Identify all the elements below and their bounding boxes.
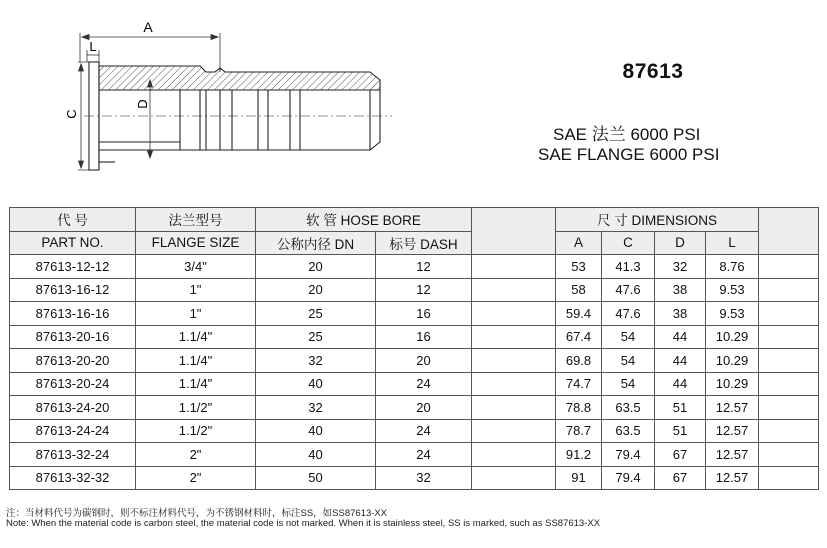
cell-blank bbox=[472, 255, 556, 279]
cell-d: 67 bbox=[655, 466, 706, 490]
cell-c: 79.4 bbox=[602, 466, 655, 490]
cell-dn: 25 bbox=[256, 302, 376, 326]
cell-l: 10.29 bbox=[706, 325, 759, 349]
cell-d: 51 bbox=[655, 419, 706, 443]
cell-c: 47.6 bbox=[602, 278, 655, 302]
cell-a: 78.7 bbox=[556, 419, 602, 443]
cell-part: 87613-16-16 bbox=[10, 302, 136, 326]
header-dash: 标号 DASH bbox=[376, 231, 472, 255]
cell-c: 63.5 bbox=[602, 396, 655, 420]
cell-l: 12.57 bbox=[706, 419, 759, 443]
cell-blank bbox=[472, 278, 556, 302]
cell-flange: 1.1/2" bbox=[136, 396, 256, 420]
cell-dash: 20 bbox=[376, 349, 472, 373]
specification-table bbox=[9, 207, 819, 490]
cell-dn: 32 bbox=[256, 349, 376, 373]
cell-dash: 24 bbox=[376, 372, 472, 396]
cell-a: 91 bbox=[556, 466, 602, 490]
cell-d: 44 bbox=[655, 325, 706, 349]
table-row bbox=[10, 349, 819, 373]
cell-l: 9.53 bbox=[706, 302, 759, 326]
header-blank-right bbox=[759, 208, 819, 255]
cell-blank bbox=[472, 302, 556, 326]
cell-c: 54 bbox=[602, 325, 655, 349]
cell-dash: 24 bbox=[376, 443, 472, 467]
cell-flange: 1.1/4" bbox=[136, 349, 256, 373]
cell-l: 10.29 bbox=[706, 349, 759, 373]
cell-part: 87613-12-12 bbox=[10, 255, 136, 279]
table-row bbox=[10, 443, 819, 467]
fitting-drawing bbox=[0, 0, 420, 200]
cell-flange: 1.1/2" bbox=[136, 419, 256, 443]
cell-l: 9.53 bbox=[706, 278, 759, 302]
cell-blank bbox=[472, 466, 556, 490]
dimension-d bbox=[148, 80, 153, 158]
table-row bbox=[10, 278, 819, 302]
header-hose-bore: 软 管 HOSE BORE bbox=[256, 208, 472, 232]
cell-d: 67 bbox=[655, 443, 706, 467]
cell-l: 10.29 bbox=[706, 372, 759, 396]
cell-a: 78.8 bbox=[556, 396, 602, 420]
header-flange-cn: 法兰型号 bbox=[136, 208, 256, 232]
cell-d: 38 bbox=[655, 278, 706, 302]
cell-flange: 1" bbox=[136, 302, 256, 326]
cell-dash: 20 bbox=[376, 396, 472, 420]
header-flange-size: FLANGE SIZE bbox=[136, 231, 256, 255]
cell-blank bbox=[759, 349, 819, 373]
cell-dn: 25 bbox=[256, 325, 376, 349]
cell-dn: 40 bbox=[256, 419, 376, 443]
cell-flange: 3/4" bbox=[136, 255, 256, 279]
cell-d: 51 bbox=[655, 396, 706, 420]
cell-dn: 40 bbox=[256, 372, 376, 396]
cell-blank bbox=[472, 325, 556, 349]
cell-a: 67.4 bbox=[556, 325, 602, 349]
cell-a: 91.2 bbox=[556, 443, 602, 467]
note-chinese: 注：当材料代号为碳钢时，则不标注材料代号，为不锈钢材料时，标注SS，如SS87613-XX bbox=[6, 508, 388, 519]
cell-part: 87613-20-16 bbox=[10, 325, 136, 349]
table-row bbox=[10, 255, 819, 279]
cell-blank bbox=[472, 396, 556, 420]
cell-part: 87613-20-24 bbox=[10, 372, 136, 396]
header-d: D bbox=[655, 231, 706, 255]
header-row-2 bbox=[10, 231, 819, 255]
cell-c: 63.5 bbox=[602, 419, 655, 443]
cell-blank bbox=[472, 419, 556, 443]
cell-blank bbox=[759, 325, 819, 349]
cell-dash: 12 bbox=[376, 278, 472, 302]
cell-a: 69.8 bbox=[556, 349, 602, 373]
cell-dash: 16 bbox=[376, 302, 472, 326]
header-dimensions: 尺 寸 DIMENSIONS bbox=[556, 208, 759, 232]
cell-flange: 2" bbox=[136, 466, 256, 490]
cell-blank bbox=[759, 443, 819, 467]
header-row-1 bbox=[10, 208, 819, 232]
cell-flange: 2" bbox=[136, 443, 256, 467]
header-dn: 公称内径 DN bbox=[256, 231, 376, 255]
cell-l: 12.57 bbox=[706, 443, 759, 467]
standard-chinese: SAE 法兰 6000 PSI bbox=[553, 125, 701, 144]
cell-blank bbox=[472, 443, 556, 467]
cell-part: 87613-32-24 bbox=[10, 443, 136, 467]
cell-part: 87613-24-24 bbox=[10, 419, 136, 443]
cell-l: 12.57 bbox=[706, 466, 759, 490]
cell-a: 58 bbox=[556, 278, 602, 302]
dimension-c-label: C bbox=[64, 109, 79, 119]
cell-a: 74.7 bbox=[556, 372, 602, 396]
cell-d: 44 bbox=[655, 349, 706, 373]
cell-c: 47.6 bbox=[602, 302, 655, 326]
dimension-d-label: D bbox=[135, 99, 150, 109]
cell-part: 87613-20-20 bbox=[10, 349, 136, 373]
cell-dn: 50 bbox=[256, 466, 376, 490]
table-row bbox=[10, 419, 819, 443]
table-row bbox=[10, 325, 819, 349]
cell-d: 32 bbox=[655, 255, 706, 279]
fitting-body bbox=[84, 62, 392, 170]
dimension-l-label: L bbox=[89, 39, 97, 54]
cell-flange: 1.1/4" bbox=[136, 325, 256, 349]
cell-l: 12.57 bbox=[706, 396, 759, 420]
cell-blank bbox=[759, 302, 819, 326]
cell-dash: 12 bbox=[376, 255, 472, 279]
header-blank-cell bbox=[472, 208, 556, 255]
dimension-a-label: A bbox=[143, 19, 153, 35]
note-english: Note: When the material code is carbon steel, the material code is not marked. When it is stainless steel, SS is marked, such as SS87613-XX bbox=[6, 518, 601, 529]
cell-a: 59.4 bbox=[556, 302, 602, 326]
header-l: L bbox=[706, 231, 759, 255]
cell-blank bbox=[759, 396, 819, 420]
cell-dn: 40 bbox=[256, 443, 376, 467]
cell-c: 79.4 bbox=[602, 443, 655, 467]
cell-part: 87613-32-32 bbox=[10, 466, 136, 490]
cell-blank bbox=[472, 349, 556, 373]
cell-blank bbox=[759, 466, 819, 490]
header-c: C bbox=[602, 231, 655, 255]
cell-blank bbox=[472, 372, 556, 396]
header-code-cn: 代 号 bbox=[10, 208, 136, 232]
table-row bbox=[10, 372, 819, 396]
table-row bbox=[10, 396, 819, 420]
cell-part: 87613-16-12 bbox=[10, 278, 136, 302]
cell-c: 41.3 bbox=[602, 255, 655, 279]
cell-c: 54 bbox=[602, 349, 655, 373]
cell-blank bbox=[759, 419, 819, 443]
cell-dn: 20 bbox=[256, 255, 376, 279]
cell-flange: 1" bbox=[136, 278, 256, 302]
header-part-no: PART NO. bbox=[10, 231, 136, 255]
table-row bbox=[10, 302, 819, 326]
cell-d: 44 bbox=[655, 372, 706, 396]
table-row bbox=[10, 466, 819, 490]
cell-dash: 32 bbox=[376, 466, 472, 490]
header-a: A bbox=[556, 231, 602, 255]
cell-blank bbox=[759, 278, 819, 302]
cell-flange: 1.1/4" bbox=[136, 372, 256, 396]
standard-english: SAE FLANGE 6000 PSI bbox=[538, 145, 720, 164]
part-number-title: 87613 bbox=[622, 60, 684, 83]
cell-dn: 20 bbox=[256, 278, 376, 302]
cell-dash: 16 bbox=[376, 325, 472, 349]
cell-dn: 32 bbox=[256, 396, 376, 420]
cell-l: 8.76 bbox=[706, 255, 759, 279]
cell-blank bbox=[759, 372, 819, 396]
cell-d: 38 bbox=[655, 302, 706, 326]
cell-dash: 24 bbox=[376, 419, 472, 443]
cell-part: 87613-24-20 bbox=[10, 396, 136, 420]
cell-blank bbox=[759, 255, 819, 279]
cell-a: 53 bbox=[556, 255, 602, 279]
cell-c: 54 bbox=[602, 372, 655, 396]
